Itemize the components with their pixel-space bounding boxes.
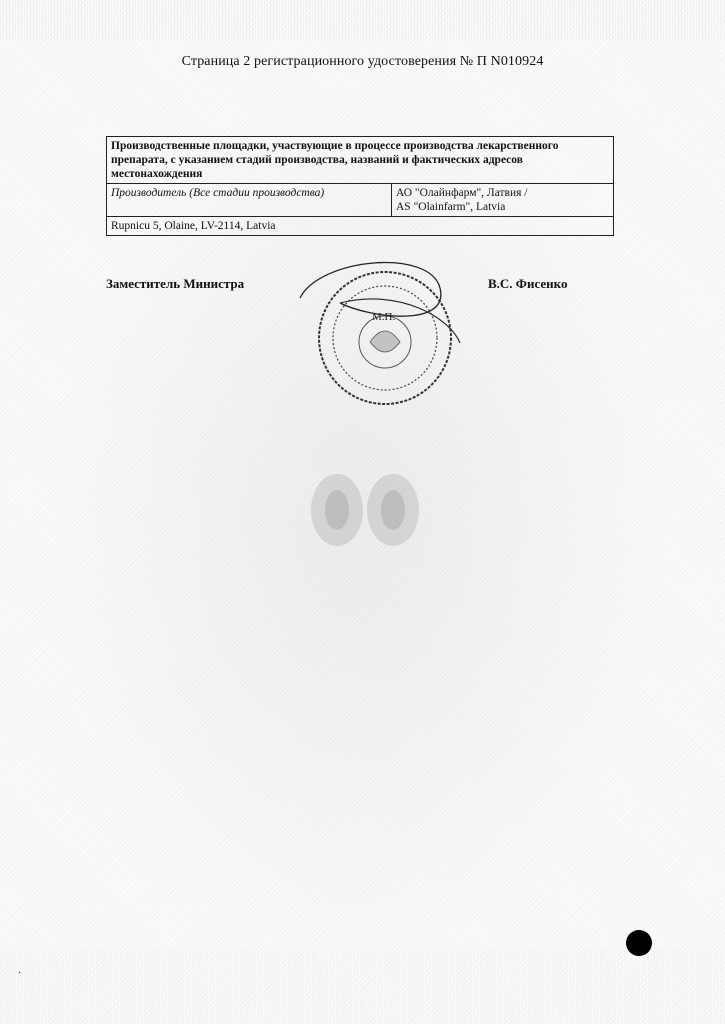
scan-noise-bottom bbox=[0, 950, 725, 1024]
table-row bbox=[107, 184, 614, 217]
stage-cell: Производитель (Все стадии производства) bbox=[107, 184, 392, 217]
table-header-row bbox=[107, 137, 614, 184]
company-cell bbox=[392, 184, 614, 217]
page-header: Страница 2 регистрационного удостоверения № П N010924 bbox=[181, 54, 544, 69]
address-cell: Rupnicu 5, Olaine, LV-2114, Latvia bbox=[107, 217, 614, 236]
signatory-name: В.С. Фисенко bbox=[488, 276, 568, 291]
watermark-pattern bbox=[305, 470, 425, 550]
company-name-ru: АО "Олайнфарм", Латвия / bbox=[396, 187, 528, 199]
seal-mark-text: М.П. bbox=[372, 311, 396, 323]
table-header-cell: Производственные площадки, участвующие в процессе производства лекарственного препарата, с указанием стадий производства, названий и фактических адресов местонахождения bbox=[107, 137, 614, 184]
table-row bbox=[107, 217, 614, 236]
scan-dot-mark bbox=[626, 930, 652, 956]
scan-speck: · bbox=[18, 968, 22, 979]
production-sites-table bbox=[106, 136, 614, 236]
signatory-position: Заместитель Министра bbox=[106, 276, 245, 291]
official-seal bbox=[280, 258, 480, 418]
company-name-en: AS "Olainfarm", Latvia bbox=[396, 201, 506, 213]
scan-noise-top bbox=[0, 0, 725, 40]
